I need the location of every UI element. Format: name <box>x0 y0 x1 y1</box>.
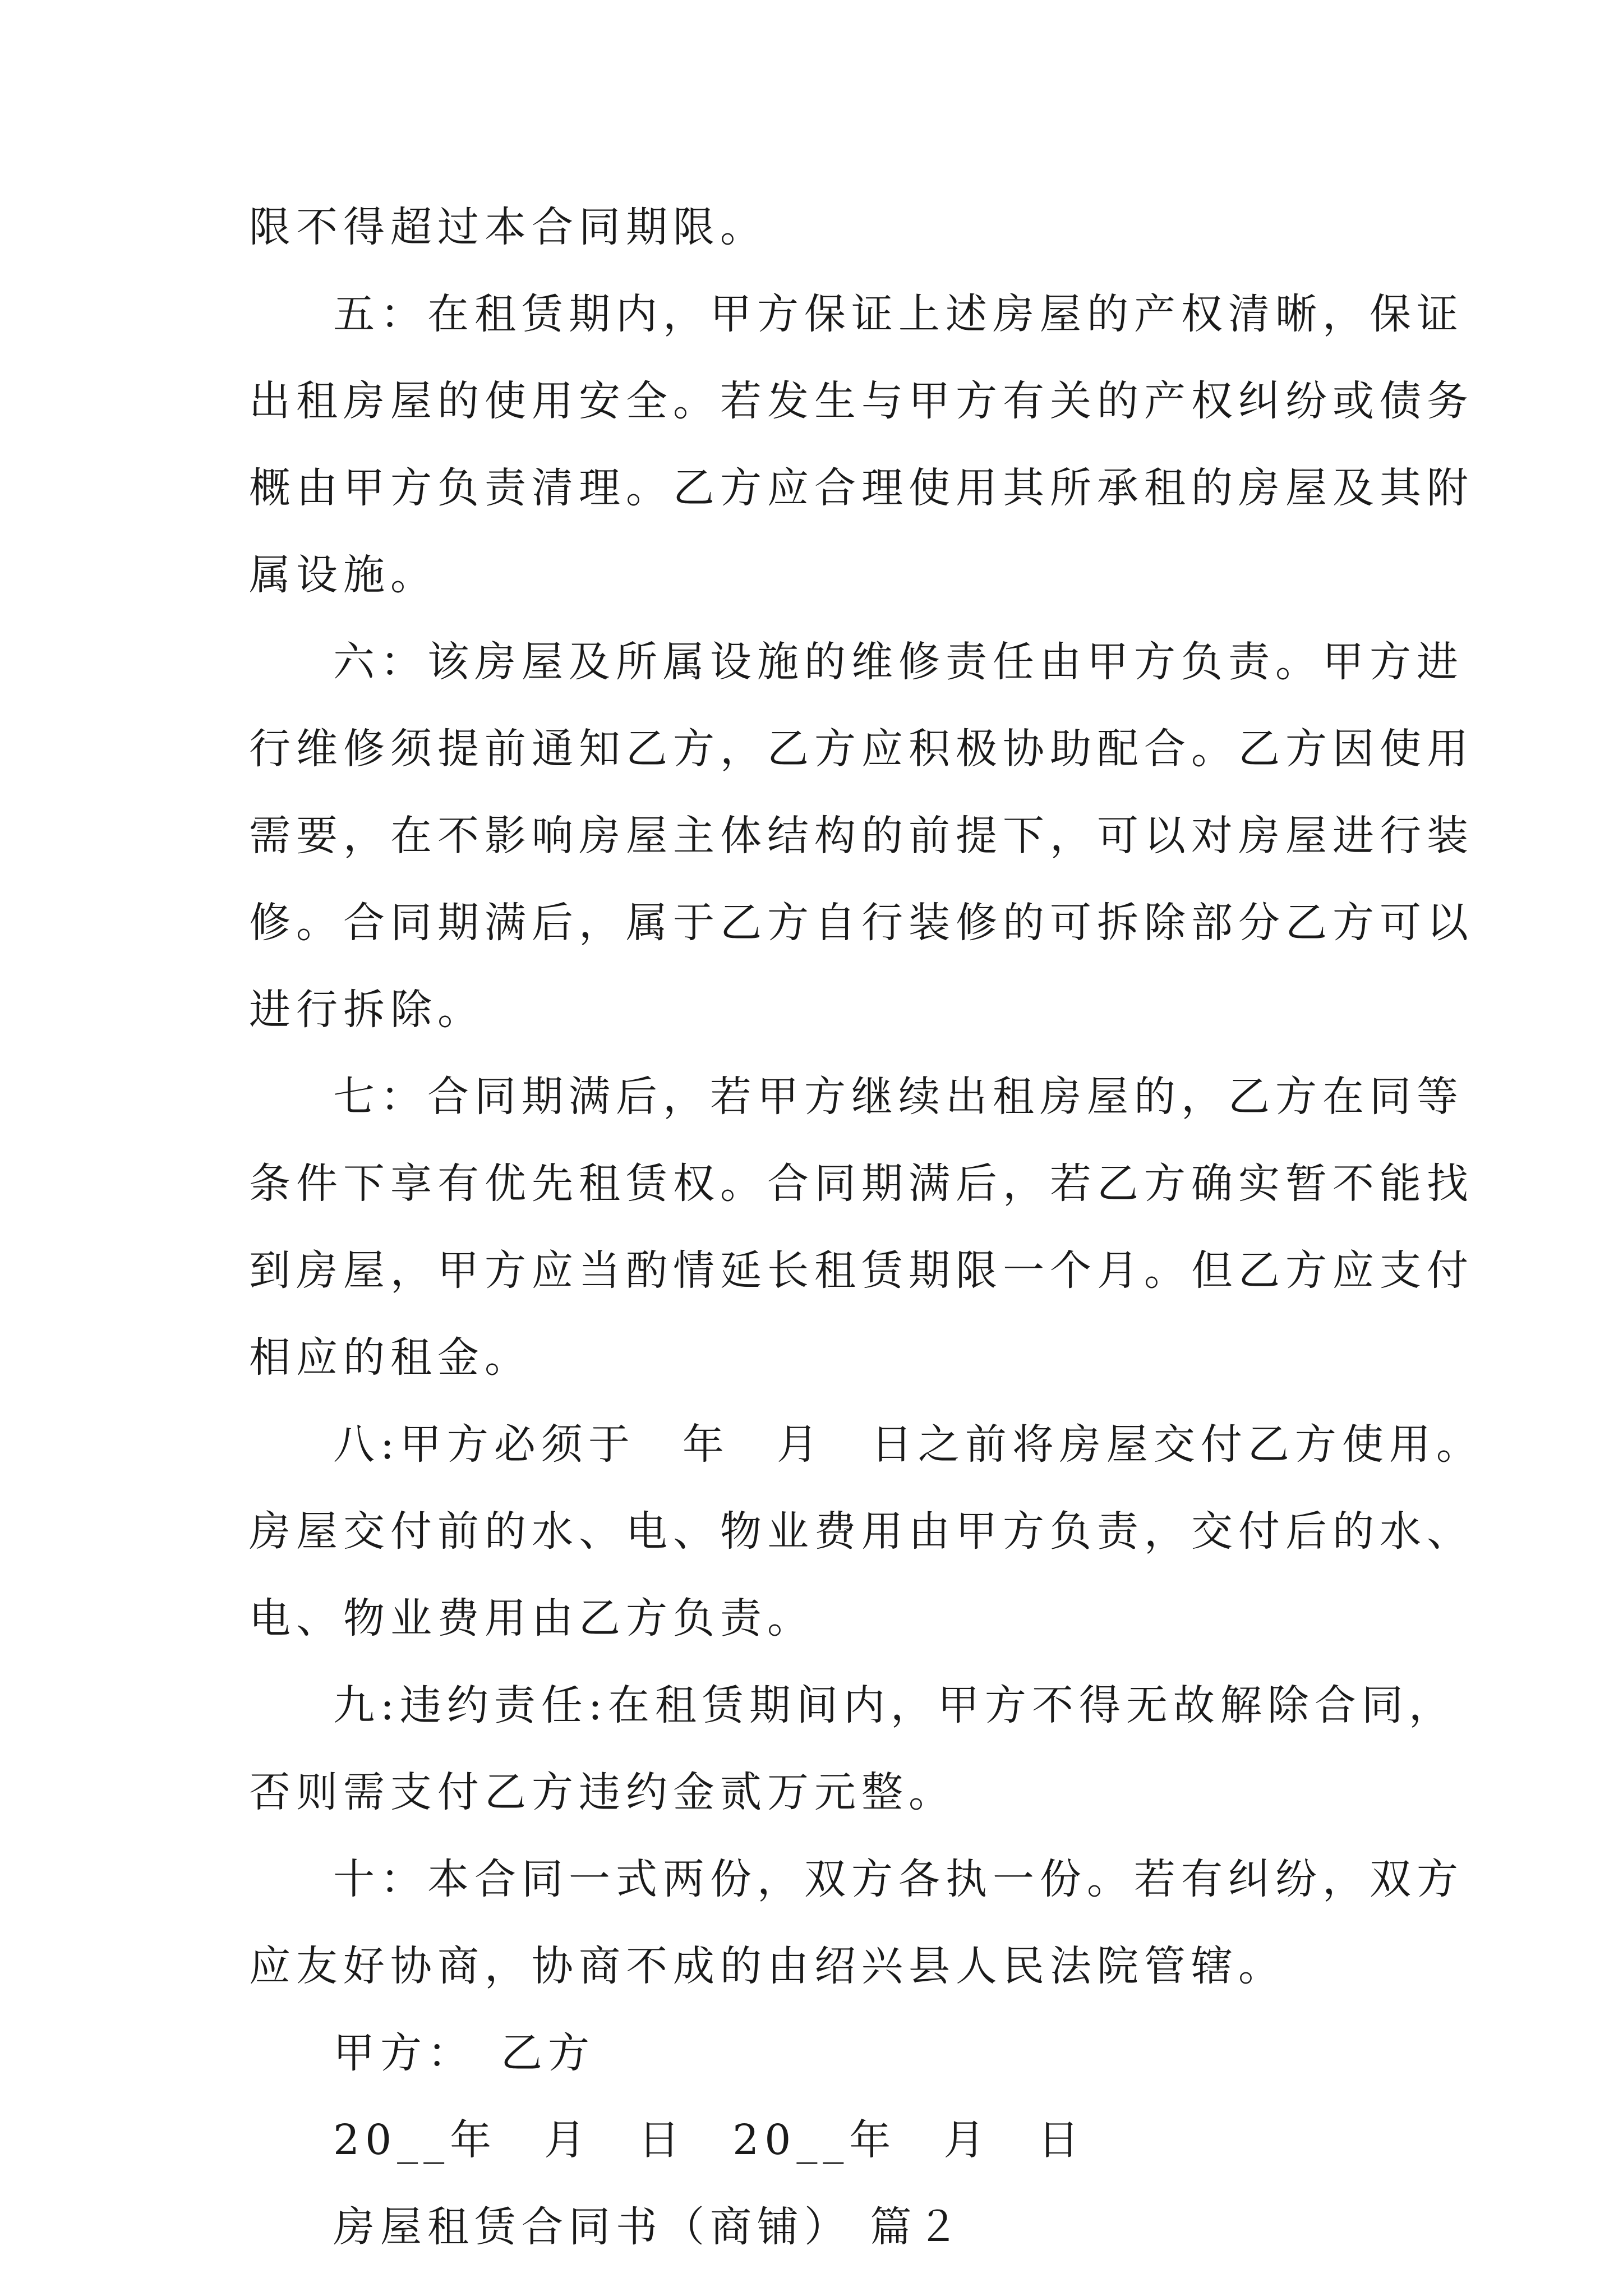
text-line: 五：在租赁期内，甲方保证上述房屋的产权清晰，保证 <box>333 290 1464 338</box>
text-line: 九:违约责任:在租赁期间内，甲方不得无故解除合同， <box>333 1681 1456 1729</box>
text-line: 行维修须提前通知乙方，乙方应积极协助配合。乙方因使用 <box>249 725 1474 773</box>
text-line: 相应的租金。 <box>249 1333 532 1382</box>
text-line: 六：该房屋及所属设施的维修责任由甲方负责。甲方进 <box>333 638 1464 686</box>
text-line: 属设施。 <box>249 551 437 599</box>
text-line: 七：合同期满后，若甲方继续出租房屋的，乙方在同等 <box>333 1073 1464 1121</box>
text-line: 到房屋，甲方应当酌情延长租赁期限一个月。但乙方应支付 <box>249 1246 1474 1295</box>
date-line: 20__年 月 日 20__年 月 日 <box>333 2116 1085 2164</box>
text-line: 修。合同期满后，属于乙方自行装修的可拆除部分乙方可以 <box>249 899 1474 947</box>
text-line: 进行拆除。 <box>249 986 485 1034</box>
section-heading: 房屋租赁合同书（商铺） 篇２ <box>333 2203 965 2251</box>
text-line: 概由甲方负责清理。乙方应合理使用其所承租的房屋及其附 <box>249 464 1474 512</box>
text-line: 条件下享有优先租赁权。合同期满后，若乙方确实暂不能找 <box>249 1159 1474 1208</box>
text-line: 十：本合同一式两份，双方各执一份。若有纠纷，双方 <box>333 1855 1464 1903</box>
signature-line: 甲方： 乙方 <box>333 2029 595 2077</box>
text-line: 需要，在不影响房屋主体结构的前提下，可以对房屋进行装 <box>249 812 1474 860</box>
text-line: 电、物业费用由乙方负责。 <box>249 1594 814 1642</box>
text-line: 否则需支付乙方违约金贰万元整。 <box>249 1768 956 1816</box>
text-line: 八:甲方必须于 年 月 日之前将房屋交付乙方使用。 <box>333 1420 1483 1469</box>
text-line: 限不得超过本合同期限。 <box>249 203 767 251</box>
text-line: 应友好协商，协商不成的由绍兴县人民法院管辖。 <box>249 1942 1285 1990</box>
text-line: 房屋交付前的水、电、物业费用由甲方负责，交付后的水、 <box>249 1507 1474 1556</box>
text-line: 出租房屋的使用安全。若发生与甲方有关的产权纠纷或债务 <box>249 377 1474 425</box>
